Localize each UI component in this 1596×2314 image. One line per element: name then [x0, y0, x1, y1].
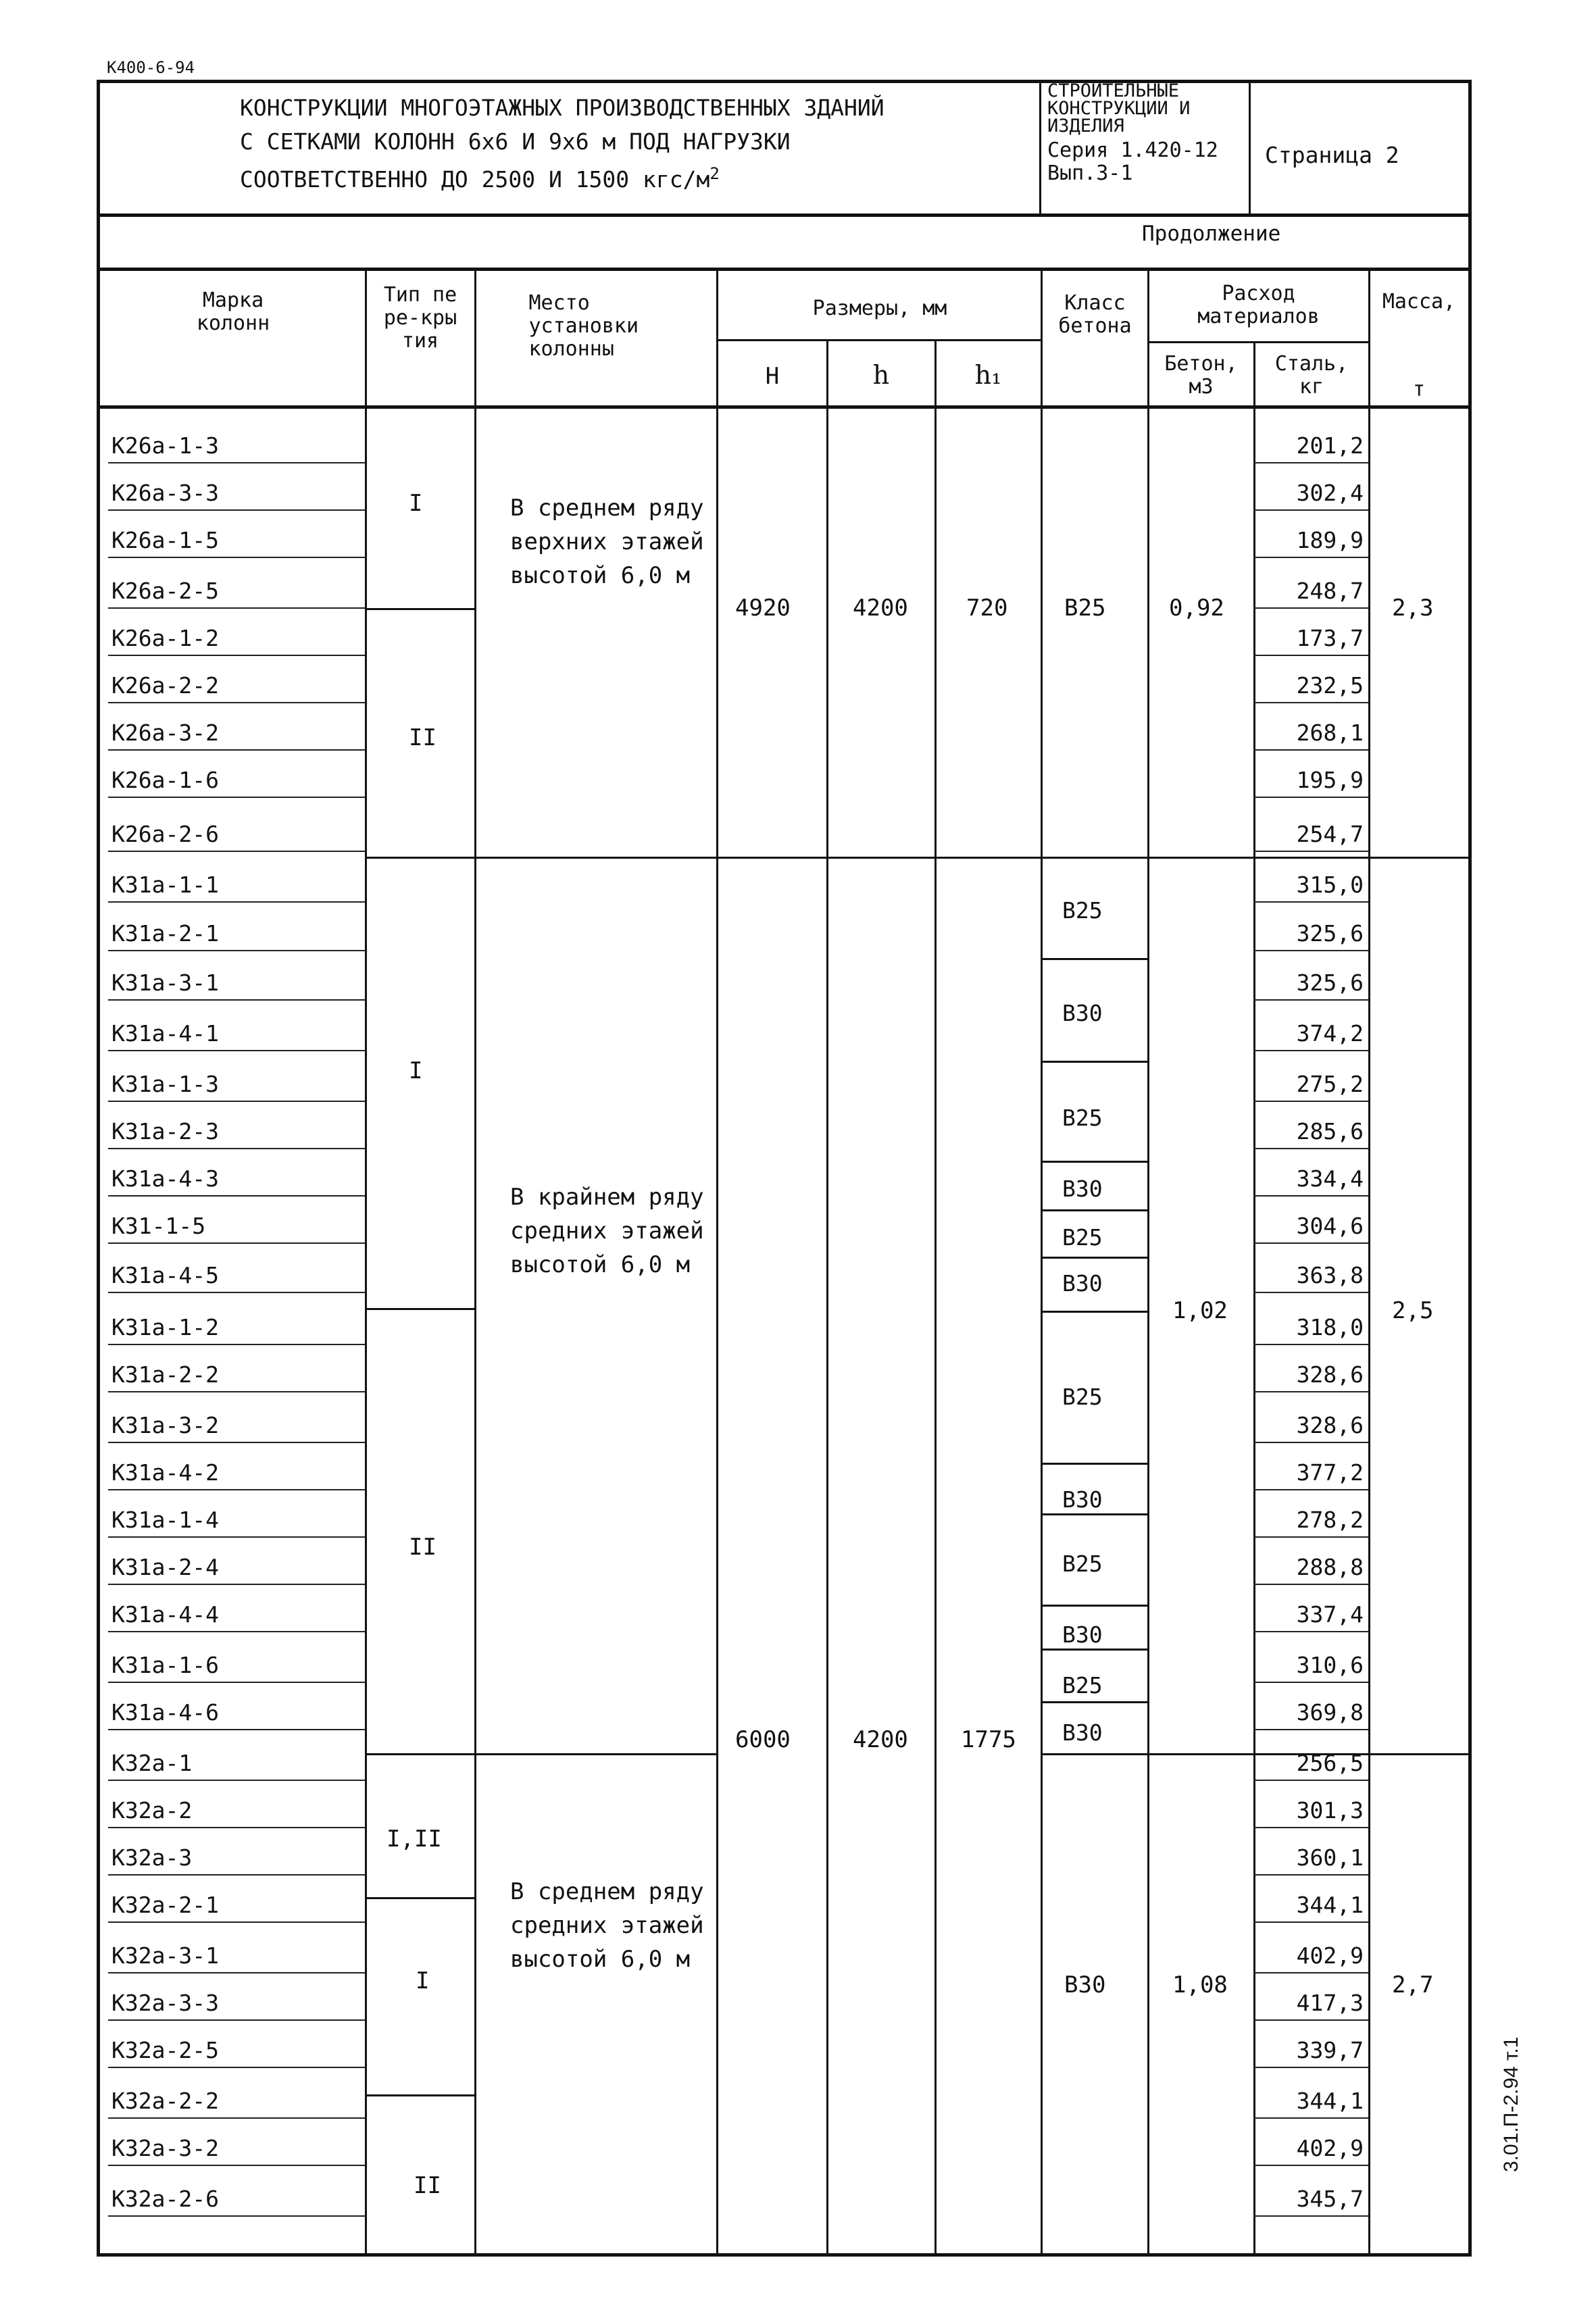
concrete-class-1: В25 — [1062, 897, 1103, 924]
row-underline-steel-1 — [1253, 462, 1368, 463]
concrete-class-12: В30 — [1062, 1719, 1103, 1746]
g1-concrete: 0,92 — [1169, 595, 1224, 622]
row-underline-mark-4 — [108, 607, 365, 609]
g1-location-2: верхних этажей — [510, 528, 704, 555]
page-label: Страница 2 — [1265, 142, 1399, 168]
row-underline-steel-11 — [1253, 950, 1368, 951]
row-steel-1: 201,2 — [1296, 432, 1364, 459]
series-line-3: ИЗДЕЛИЯ — [1047, 116, 1124, 136]
col-sep-steel — [1368, 268, 1370, 2257]
materials-subline — [1149, 341, 1368, 343]
row-mark-9: К26а-2-6 — [111, 821, 219, 847]
floor-type-6: I — [416, 1967, 430, 1994]
g3-H: 6000 — [735, 1726, 791, 1753]
concrete-class-2: В30 — [1062, 1000, 1103, 1026]
g3-location-3: высотой 6,0 м — [510, 1946, 691, 1973]
row-underline-steel-37 — [1253, 2215, 1368, 2217]
row-steel-20: 328,6 — [1296, 1361, 1364, 1388]
row-steel-21: 328,6 — [1296, 1412, 1364, 1438]
row-mark-2: К26а-3-3 — [111, 480, 219, 506]
row-mark-15: К31а-2-3 — [111, 1118, 219, 1145]
floor-sep-1 — [365, 608, 474, 610]
row-mark-11: К31а-2-1 — [111, 920, 219, 947]
row-mark-6: К26а-2-2 — [111, 672, 219, 699]
floor-type-4: II — [409, 1534, 437, 1561]
row-underline-mark-16 — [108, 1195, 365, 1197]
row-mark-4: К26а-2-5 — [111, 578, 219, 604]
row-underline-steel-20 — [1253, 1391, 1368, 1392]
g3-h1: 1775 — [961, 1726, 1016, 1753]
floor-sep-2 — [365, 1308, 474, 1310]
row-underline-steel-32 — [1253, 1972, 1368, 1973]
row-steel-11: 325,6 — [1296, 920, 1364, 947]
row-underline-steel-22 — [1253, 1489, 1368, 1490]
row-mark-19: К31а-1-2 — [111, 1314, 219, 1340]
row-underline-steel-25 — [1253, 1631, 1368, 1632]
row-steel-31: 344,1 — [1296, 1892, 1364, 1918]
row-steel-3: 189,9 — [1296, 527, 1364, 553]
group2-sep-a — [365, 1753, 718, 1755]
class-sep-11 — [1041, 1701, 1147, 1703]
row-underline-mark-10 — [108, 901, 365, 903]
row-mark-10: К31а-1-1 — [111, 872, 219, 898]
row-mark-3: К26а-1-5 — [111, 527, 219, 553]
row-underline-mark-11 — [108, 950, 365, 951]
title-bottom-line — [97, 213, 1472, 217]
row-underline-mark-9 — [108, 851, 365, 852]
row-steel-36: 402,9 — [1296, 2135, 1364, 2161]
row-steel-15: 285,6 — [1296, 1118, 1364, 1145]
row-mark-21: К31а-3-2 — [111, 1412, 219, 1438]
header-concrete-class: Класс бетона — [1058, 291, 1132, 338]
g3-h: 4200 — [853, 1726, 908, 1753]
row-underline-mark-19 — [108, 1344, 365, 1345]
g2-location-3: высотой 6,0 м — [510, 1251, 691, 1278]
row-steel-4: 248,7 — [1296, 578, 1364, 604]
row-mark-26: К31а-1-6 — [111, 1652, 219, 1678]
row-underline-steel-9 — [1253, 851, 1368, 852]
series-line-2: КОНСТРУКЦИИ И — [1047, 98, 1191, 119]
row-underline-mark-1 — [108, 462, 365, 463]
row-steel-26: 310,6 — [1296, 1652, 1364, 1678]
concrete-class-11: В25 — [1062, 1672, 1103, 1699]
row-underline-mark-32 — [108, 1972, 365, 1973]
continuation-label: Продолжение — [1142, 222, 1281, 246]
row-underline-steel-14 — [1253, 1101, 1368, 1102]
class-sep-8 — [1041, 1513, 1147, 1515]
header-h: h — [872, 360, 890, 390]
row-underline-mark-21 — [108, 1442, 365, 1443]
row-steel-32: 402,9 — [1296, 1942, 1364, 1969]
row-underline-mark-14 — [108, 1101, 365, 1102]
header-steel: Сталь, кг — [1274, 352, 1349, 399]
floor-type-3: I — [409, 1057, 423, 1084]
class-sep-9 — [1041, 1605, 1147, 1607]
row-underline-steel-34 — [1253, 2067, 1368, 2068]
row-underline-mark-24 — [108, 1584, 365, 1585]
col-sep-h — [934, 339, 937, 2257]
row-underline-mark-18 — [108, 1292, 365, 1293]
row-mark-32: К32а-3-1 — [111, 1942, 219, 1969]
class-sep-10 — [1041, 1649, 1147, 1651]
concrete-class-8: В30 — [1062, 1486, 1103, 1513]
row-underline-steel-15 — [1253, 1148, 1368, 1149]
group1-sep-a — [365, 857, 718, 859]
row-steel-2: 302,4 — [1296, 480, 1364, 506]
row-mark-25: К31а-4-4 — [111, 1601, 219, 1628]
row-underline-steel-29 — [1253, 1827, 1368, 1828]
row-underline-mark-34 — [108, 2067, 365, 2068]
class-sep-7 — [1041, 1463, 1147, 1465]
col-sep-h1 — [1041, 268, 1043, 2257]
row-mark-22: К31а-4-2 — [111, 1459, 219, 1486]
g2-concrete: 1,02 — [1172, 1297, 1228, 1324]
floor-sep-4 — [365, 2094, 474, 2096]
row-underline-steel-16 — [1253, 1195, 1368, 1197]
floor-type-2: II — [409, 724, 437, 751]
row-steel-22: 377,2 — [1296, 1459, 1364, 1486]
class-sep-3 — [1041, 1161, 1147, 1163]
g1-location-1: В среднем ряду — [510, 495, 704, 522]
dimensions-subline — [716, 339, 1042, 341]
row-steel-24: 288,8 — [1296, 1554, 1364, 1580]
col-sep-concrete — [1253, 341, 1255, 2257]
g2-location-1: В крайнем ряду — [510, 1184, 704, 1211]
concrete-class-5: В25 — [1062, 1224, 1103, 1251]
class-sep-6 — [1041, 1311, 1147, 1313]
row-underline-mark-23 — [108, 1536, 365, 1538]
row-mark-16: К31а-4-3 — [111, 1165, 219, 1192]
row-underline-steel-12 — [1253, 999, 1368, 1001]
row-underline-steel-4 — [1253, 607, 1368, 609]
row-steel-28: 256,5 — [1296, 1750, 1364, 1776]
row-underline-steel-8 — [1253, 797, 1368, 798]
concrete-class-6: В30 — [1062, 1270, 1103, 1297]
row-steel-29: 301,3 — [1296, 1797, 1364, 1823]
g1-mass: 2,3 — [1392, 595, 1434, 622]
row-underline-mark-26 — [108, 1682, 365, 1683]
concrete-class-10: В30 — [1062, 1621, 1103, 1648]
row-underline-mark-13 — [108, 1050, 365, 1051]
row-mark-35: К32а-2-2 — [111, 2088, 219, 2114]
row-underline-steel-5 — [1253, 655, 1368, 656]
col-sep-location — [716, 268, 718, 2257]
row-steel-9: 254,7 — [1296, 821, 1364, 847]
floor-type-7: II — [414, 2172, 441, 2199]
header-dimensions: Размеры, мм — [812, 297, 947, 320]
row-underline-mark-25 — [108, 1631, 365, 1632]
g1-h: 4200 — [853, 595, 908, 622]
g3-location-1: В среднем ряду — [510, 1878, 704, 1905]
row-mark-29: К32а-2 — [111, 1797, 193, 1823]
row-mark-12: К31а-3-1 — [111, 970, 219, 996]
row-underline-mark-7 — [108, 749, 365, 751]
row-mark-18: К31а-4-5 — [111, 1262, 219, 1288]
title-line-2: С СЕТКАМИ КОЛОНН 6х6 И 9х6 м ПОД НАГРУЗКИ — [240, 128, 791, 155]
row-mark-17: К31-1-5 — [111, 1213, 206, 1239]
title-divider-1 — [1039, 80, 1041, 215]
row-underline-mark-31 — [108, 1921, 365, 1923]
row-underline-mark-5 — [108, 655, 365, 656]
g3-mass: 2,7 — [1392, 1971, 1434, 1998]
header-concrete: Бетон, м3 — [1164, 352, 1238, 399]
header-location: Место установки колонны — [528, 291, 639, 361]
row-mark-5: К26а-1-2 — [111, 625, 219, 651]
class-sep-1 — [1041, 958, 1147, 960]
row-steel-30: 360,1 — [1296, 1844, 1364, 1871]
class-sep-2 — [1041, 1061, 1147, 1063]
row-mark-31: К32а-2-1 — [111, 1892, 219, 1918]
row-underline-mark-37 — [108, 2215, 365, 2217]
g3-location-2: средних этажей — [510, 1912, 704, 1939]
row-steel-33: 417,3 — [1296, 1990, 1364, 2016]
col-sep-H — [826, 339, 828, 2257]
row-underline-steel-30 — [1253, 1874, 1368, 1876]
row-steel-19: 318,0 — [1296, 1314, 1364, 1340]
header-floor-type: Тип пере-крытия — [383, 283, 457, 353]
row-underline-steel-18 — [1253, 1292, 1368, 1293]
row-underline-steel-33 — [1253, 2019, 1368, 2021]
title-line-3: СООТВЕТСТВЕННО ДО 2500 И 1500 кгс/$м^2$ — [240, 164, 720, 193]
row-steel-13: 374,2 — [1296, 1020, 1364, 1047]
row-mark-1: К26а-1-3 — [111, 432, 219, 459]
row-steel-14: 275,2 — [1296, 1071, 1364, 1097]
row-underline-mark-29 — [108, 1827, 365, 1828]
row-underline-mark-35 — [108, 2117, 365, 2119]
row-mark-36: К32а-3-2 — [111, 2135, 219, 2161]
title-line-1: КОНСТРУКЦИИ МНОГОЭТАЖНЫХ ПРОИЗВОДСТВЕННЫХ ЗДАНИЙ — [240, 95, 884, 121]
row-steel-16: 334,4 — [1296, 1165, 1364, 1192]
col-sep-class — [1147, 268, 1149, 2257]
row-steel-6: 232,5 — [1296, 672, 1364, 699]
row-steel-8: 195,9 — [1296, 767, 1364, 793]
floor-type-1: I — [409, 490, 423, 517]
row-mark-33: К32а-3-3 — [111, 1990, 219, 2016]
row-underline-steel-35 — [1253, 2117, 1368, 2119]
row-underline-mark-28 — [108, 1780, 365, 1781]
row-underline-mark-15 — [108, 1148, 365, 1149]
row-underline-steel-2 — [1253, 509, 1368, 511]
row-steel-23: 278,2 — [1296, 1507, 1364, 1533]
row-underline-mark-36 — [108, 2165, 365, 2166]
series-line-5: Вып.3-1 — [1047, 161, 1133, 185]
row-steel-18: 363,8 — [1296, 1262, 1364, 1288]
row-mark-30: К32а-3 — [111, 1844, 193, 1871]
g1-location-3: высотой 6,0 м — [510, 562, 691, 589]
row-steel-7: 268,1 — [1296, 720, 1364, 746]
class-sep-4 — [1041, 1209, 1147, 1211]
row-underline-steel-13 — [1253, 1050, 1368, 1051]
col-sep-mark — [365, 268, 367, 2257]
row-underline-steel-26 — [1253, 1682, 1368, 1683]
group2-sep-b — [1041, 1753, 1472, 1755]
concrete-class-7: В25 — [1062, 1384, 1103, 1410]
group1-sep-b — [1041, 857, 1472, 859]
row-steel-10: 315,0 — [1296, 872, 1364, 898]
header-H: Н — [765, 363, 780, 390]
header-h1: h₁ — [974, 360, 1002, 390]
header-materials: Расход материалов — [1197, 282, 1320, 328]
row-underline-steel-21 — [1253, 1442, 1368, 1443]
row-steel-34: 339,7 — [1296, 2037, 1364, 2063]
class-sep-5 — [1041, 1257, 1147, 1259]
row-steel-35: 344,1 — [1296, 2088, 1364, 2114]
header-bottom-line — [97, 405, 1472, 409]
row-underline-mark-30 — [108, 1874, 365, 1876]
row-underline-steel-28 — [1253, 1780, 1368, 1781]
g3-class: В30 — [1064, 1971, 1106, 1998]
header-mass-unit: т — [1412, 378, 1426, 401]
concrete-class-9: В25 — [1062, 1551, 1103, 1577]
row-underline-mark-3 — [108, 557, 365, 558]
row-steel-17: 304,6 — [1296, 1213, 1364, 1239]
row-steel-12: 325,6 — [1296, 970, 1364, 996]
row-underline-steel-27 — [1253, 1729, 1368, 1730]
title-divider-2 — [1249, 80, 1251, 215]
row-underline-steel-3 — [1253, 557, 1368, 558]
concrete-class-4: В30 — [1062, 1176, 1103, 1202]
row-mark-34: К32а-2-5 — [111, 2037, 219, 2063]
row-underline-steel-24 — [1253, 1584, 1368, 1585]
series-line-1: СТРОИТЕЛЬНЫЕ — [1047, 80, 1180, 101]
row-underline-mark-2 — [108, 509, 365, 511]
g1-class: В25 — [1064, 595, 1106, 622]
row-underline-mark-20 — [108, 1391, 365, 1392]
row-underline-mark-22 — [108, 1489, 365, 1490]
row-underline-steel-36 — [1253, 2165, 1368, 2166]
row-underline-mark-8 — [108, 797, 365, 798]
floor-sep-3 — [365, 1897, 474, 1899]
header-mass: Масса, — [1382, 290, 1456, 313]
row-underline-steel-6 — [1253, 702, 1368, 703]
row-mark-8: К26а-1-6 — [111, 767, 219, 793]
g1-h1: 720 — [966, 595, 1008, 622]
col-sep-floor — [474, 268, 476, 2257]
g1-H: 4920 — [735, 595, 791, 622]
row-mark-27: К31а-4-6 — [111, 1699, 219, 1726]
continuation-bottom-line — [97, 268, 1472, 271]
row-underline-steel-23 — [1253, 1536, 1368, 1538]
row-underline-mark-33 — [108, 2019, 365, 2021]
row-steel-25: 337,4 — [1296, 1601, 1364, 1628]
row-mark-23: К31а-1-4 — [111, 1507, 219, 1533]
row-mark-37: К32а-2-6 — [111, 2186, 219, 2212]
g2-mass: 2,5 — [1392, 1297, 1434, 1324]
row-underline-mark-12 — [108, 999, 365, 1001]
document-code: К400-6-94 — [107, 58, 195, 77]
row-mark-24: К31а-2-4 — [111, 1554, 219, 1580]
g2-location-2: средних этажей — [510, 1217, 704, 1244]
row-mark-20: К31а-2-2 — [111, 1361, 219, 1388]
g3-concrete: 1,08 — [1172, 1971, 1228, 1998]
row-underline-mark-27 — [108, 1729, 365, 1730]
row-underline-steel-7 — [1253, 749, 1368, 751]
side-code: 3.01.П-2.94 т.1 — [1500, 2036, 1522, 2172]
row-mark-7: К26а-3-2 — [111, 720, 219, 746]
row-underline-mark-6 — [108, 702, 365, 703]
header-mark: Марка колонн — [196, 288, 270, 335]
row-underline-steel-17 — [1253, 1242, 1368, 1244]
group1-sep-c — [716, 857, 1041, 859]
row-steel-27: 369,8 — [1296, 1699, 1364, 1726]
floor-type-5: I,II — [386, 1826, 442, 1853]
series-line-4: Серия 1.420-12 — [1047, 139, 1218, 162]
row-underline-mark-17 — [108, 1242, 365, 1244]
row-mark-13: К31а-4-1 — [111, 1020, 219, 1047]
row-underline-steel-10 — [1253, 901, 1368, 903]
row-steel-37: 345,7 — [1296, 2186, 1364, 2212]
row-underline-steel-19 — [1253, 1344, 1368, 1345]
concrete-class-3: В25 — [1062, 1105, 1103, 1131]
row-underline-steel-31 — [1253, 1921, 1368, 1923]
row-steel-5: 173,7 — [1296, 625, 1364, 651]
row-mark-14: К31а-1-3 — [111, 1071, 219, 1097]
row-mark-28: К32а-1 — [111, 1750, 193, 1776]
